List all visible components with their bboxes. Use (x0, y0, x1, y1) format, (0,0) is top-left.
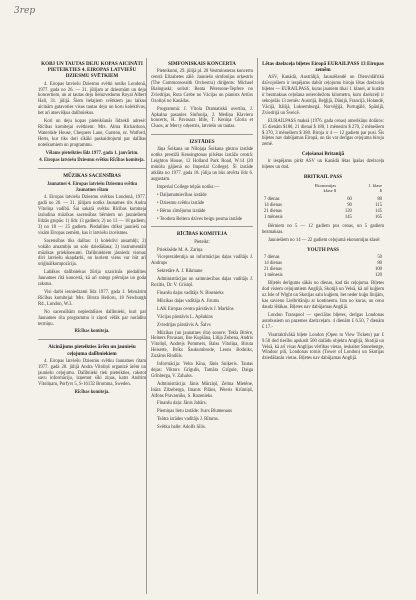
paragraph: Svētku balle: Adolfs Silis. (157, 425, 206, 431)
britrail-pass-heading: BRITRAIL PASS (303, 174, 343, 181)
britain-travel-heading: Ceļošanai Britanijā (301, 151, 345, 158)
table-cell: 90 (347, 203, 352, 209)
youth-pass-price-table (262, 255, 384, 279)
paragraph: Biļetēs derīgums sākās no dienas, kad tās ceļojuma. Biļetes dod visiem ceļojumiem Anglijā, Skotijā un Velsā, kā arī kuģiem uz Isle of Wight un Skotijas salu kuģiem, bet neder kuģu līnijām, kas savieno Lielbritāniju ar kontinentu. Iztu no kuras, un cenu daudz lētākas. Biļetes nav dabūjamas Anglijā. (262, 281, 384, 311)
paragraph: 4. Eiropas latviešu Dziesmu svētkos Londonā, 1977. gadā no 26. — 31. jūlijam notiks Jaunatnes rīts Andra Vītoliņa vadībā. Šai sakarā svētku Rīcības komiteja izsludina mūzikas sacensības bērniem un jauniešiem līdzās grupās: 1) līdz 13 gadiem; 2) no 13 — 18 gadiem; 3) no 18 — 25 gadiem. Piedalīties drīkst jaunieši no visām Eiropas zemēm, kas ir latviešu izcelsmes. (38, 195, 146, 236)
paragraph: Teātra izrādes vadītājs J. Rītums. (157, 417, 219, 423)
paragraph: EURAILPASS maksā (1976. gada cenas) amerikāņu dolāros: 15 dienām $180, 21 dienai $ 180, 1 mēnesim $ 270, 2 mēnešiem $ 370, 3 mēnešiem $ 380. Biroja ir 4 — 12 gadiem par pusi. Šīs biļetes nav dabūjamas Eiropā, un tās var derīgas ceļojuma biroju zemē. (262, 118, 384, 148)
table-header-cell: 1. klase (368, 182, 382, 188)
list-item: • Daiļamatniecības izstāde (157, 192, 207, 198)
column-middle (146, 58, 258, 594)
paragraph: Zviedrijas pārstāvis A. Šalvs (157, 322, 211, 328)
paragraph: LAK Eiropas centra pārstāvis J. Markīns (157, 306, 234, 312)
music-competition-heading: MŪZIKAS SACENSĪBAS (63, 173, 121, 180)
paragraph: Vācijas pārstāvis L. Apšukins (157, 314, 213, 320)
paragraph: Mūzikas (un jaunatnes rīta) sonore: Tekla Birēre, Heiners Pavasars, Ilse Kupšāna, Lilija Zobena, Andris Vītoliņš, Andrejs Pommers, Balss Vītoliņa, Biruta Heiserte, Brīks Šaukumbrode, Leons Bodniks, Zuzāms Rindūls. (151, 330, 253, 360)
paragraph: ir iespējams pirkt ASV un Kanādā lētas īpašas dzelzceļa biļetes un dod. (262, 159, 384, 171)
table-cell: 145 (344, 215, 352, 221)
signature: 4. Eiropas latviešu Dziesmu svētku Rīcības komiteja. (39, 158, 145, 164)
paragraph: Finanšu daļa: Jānis Jabārs. (157, 401, 207, 407)
paragraph: Imperial College telpās notiks:— (157, 184, 220, 190)
table-cell: 21 dienas (264, 266, 282, 272)
choir-dance-call-body (38, 82, 146, 157)
paragraph: Labākos dalībniekus žūrija uzaicinās piedalīties Jaunatnes rītā koncertā, kā arī sniegs prēmijas un goda rakstus. (38, 270, 146, 288)
table-cell: 14 dienas (264, 203, 282, 209)
table-row (262, 215, 384, 221)
paragraph: Administrācija: Jānis Mūrziņš, Zelma Mietēne, Ināra Zilzeberga, Imants Pilāns, Pēteris Krūmiņš, Alfons Pravasnīks, S. Rozenieks. (151, 381, 253, 399)
committee-members (151, 248, 253, 432)
exhibition-list (151, 193, 253, 223)
handwritten-corner-note: 3rep (14, 6, 36, 16)
divider (151, 226, 253, 227)
paragraph: Administrācijas un saimniecības daļas vadītājs J. Rozītis, Dr. V. Grīsiņš. (151, 277, 253, 289)
britrail-price-table-header (262, 183, 384, 195)
paragraph: No sacensībām nepiedalīsies dalībnieki, kuri par Jaunatnes rīta programmu ir ziņoti vēlāk par norādīto termiņu. (38, 309, 146, 327)
choir-dance-call-heading: KOBJ UN TAUTAS DEJU KOPAS AICINĀTI PIETEIKTIES 4. EIROPAS LATVIEŠU DZIESMU SVĒTKIEM (41, 61, 143, 80)
table-cell: 14 dienas (264, 260, 282, 266)
signature: Rīcības komiteja. (74, 390, 110, 396)
table-cell: 165 (374, 215, 382, 221)
table-cell: 120 (344, 209, 352, 215)
column-left (38, 58, 146, 594)
paragraph: Pieteikumi, 29. jūlijā pl. 20 Vestminsteras koncertu centrā Elizabetes zālē. Jauniešu simfonijas orķestris (The Commonwealth Orchestra) diriģents: Michael Bialoguski; solisti: Beata Pētersone-Tepfere no Zviedrijas, Rota Grebe no Vācijas un pianists Artūrs Ozoliņš no Kanādas. (151, 69, 253, 104)
paragraph: Finanšu daļas vadītājs N. Bisenieks (157, 290, 224, 296)
list-item: • Bērnu zīmējumu izstāde (157, 208, 206, 214)
paragraph: Sacensības tiks dalītas: 1) kolektīvi ansambļi; 2) vokālo ansambļu un solo dziedāšana; 3) instrumentāli mūzikas priekšnesumi. Dalībniekiem jāsniedz vismaz divi latviešu skaņdarbi, no kuriem viens var būt arī oriģinālkompozīcija. (38, 238, 146, 268)
paragraph: Visi darbi iesniedzami līdz 1977. gada 1. februārim Rīcības komitejai: Mrs. Biruta Heiloru, 18 Newburgh Rd., London, W.3. (38, 290, 146, 307)
music-competition-body (38, 195, 146, 327)
symphony-concert-heading: SIMFONISKAIS KONCERTA (168, 61, 236, 67)
music-competition-subheading: Jaunatnei 4. Eiropas latviešu Dziesmu svētku Jaunatnes rītam (46, 181, 138, 193)
paragraph: Priekšsēde M. A. Zariņa (157, 247, 203, 253)
table-cell: 80 (377, 260, 382, 266)
signature: Rīcības komiteja. (74, 329, 110, 335)
paragraph: Kori un deju kopas pieteikšanās līdzekli adresē: Rīcības komitejai svētkiem: Mrs. Alma Richardson, Waterdale House, Chequers Lane, Garston, nr. Watford, Herts, kur tiks doti sīkāki paskaidrojumi par dalības noteikumiem un programmu. (38, 119, 146, 148)
table-header-cell: klase $ (323, 188, 337, 194)
table-row (262, 273, 384, 279)
paragraph: Jāņa Šoikana un Niloļaja Šoikana gleznu izstāde notiks prestižā Kensingtonas pilsētas izstāžu centrā: Leighton House, 12 Holland Park Road, W.14 (20 minūšu gājienā no Imperial College). Šī izstāde atklāta no 1977. gada 18. jūlija un būs atvērta līdz 6. augustam. (151, 147, 253, 182)
table-cell: 80 (377, 197, 382, 203)
table-cell: 7 dienas (264, 254, 280, 260)
paragraph: Mūzikas daļas vadītāja A. Jirums (157, 298, 220, 304)
table-cell: 7 dienas (264, 197, 280, 203)
committee-heading: RĪCĪBAS KOMITEJA (176, 231, 228, 238)
divider (38, 168, 146, 169)
paragraph: Sekretāre A. J. Rikmane (157, 269, 203, 275)
paragraph: London Transpool — speciālas biļetes, derīgas Londonas autobusiem un pazemes dzelzceļam. 4 dienām £ 6.50, 7 dienām £ 17.- (262, 313, 384, 330)
list-item: • Dziesmu svētku izstāde (157, 200, 205, 206)
britrail-price-table (262, 197, 384, 221)
table-header-cell: $ (379, 188, 382, 194)
table-header-cell: Ekonomijas (314, 182, 337, 188)
table-header-cell (262, 188, 272, 194)
exhibitions-heading: IZSTĀDES (189, 139, 215, 146)
paragraph: Programmā: J. Vītola Dramatiskā uvertīra, J. Apkalna pasaules Sinfonija, J. Mediņa Klavieru koncerts, H. Pavasara Idile, T. Kenīņa Gloria et Chaos, ar Mercy orķestris, latviešu un tautas. (151, 106, 253, 130)
youth-pass-heading: YOUTH PASS (306, 246, 340, 253)
divider (151, 134, 253, 135)
paragraph: Vēlams pieteikties līdz 1977. gada 1. janvārim. (45, 150, 139, 156)
committee-lead: Pieteikt: (194, 239, 210, 245)
table-cell: 21 dienas (264, 209, 282, 215)
column-right (260, 58, 384, 594)
table-cell: 115 (375, 203, 382, 209)
paragraph: ASV, Kanādā, Austrālijā, Jaunzēlandē un Dienvidāfrikā dzīvojošiem ir iespējams dabūt ceļojumu biroju lētas dzelzceļa biļetes — EURAILPASS, kuras jauniem tikai 1. klasei, ar kurām ir bezmaksas ceļošana neierobežotu kilometru, kuru dzelzceļi ir sekojošās 13 zemēs: Austrijā, Beļģijā, Dānijā, Francijā, Holandē, Vācijā, Itālijā, Luksemburgā, Norvēģijā, Portugālē, Spānijā, Zviedrijā un Šveicē. (262, 75, 384, 116)
paragraph: Viceprezidentija un informācijas daļas vadītājs J. Andrups (151, 255, 253, 267)
paragraph: Bērniem no 5 — 12 gadiem pus cenas, un 5 gadiem bezmaksas. (262, 223, 384, 235)
table-cell: 60 (347, 197, 352, 203)
table-cell: 1 mēnesis (264, 272, 283, 278)
trip-invitation-heading: Aicinājums pieteikties ārēm un jauniešu ceļojuma dalībniekiem (48, 344, 136, 357)
table-cell: 145 (374, 209, 382, 215)
table-cell: 100 (374, 266, 382, 272)
paragraph: 4. Eiropas latviešu Dziesmu svētku Jaunatnes rītam 1977. gadā 28. jūlijā Andra Vītoliņš organizē ārēm un jauniešu ceļojumu. Dalībnieki tiek pieteikties, rakstot savu informāciju, izņemot sīki ziņas, katrs Andrim Vītoliņam, Porfyrs 5, S-16132 Bromma, Sweden. (38, 358, 146, 388)
paragraph: Informācija: Velta Kīna, Jānis Sniķeris. Tautas dejas: Viktors Grīgulis, Tamāra Grīgule, Daiga Grīnberga, V. Zahalss. (151, 362, 253, 379)
paragraph: 4. Eiropas latviešu Dziesmu svētki notiks Londonā, 1977. gada no 26. — 31. jūlijam ar dziesmām un deju koncertiem, un ar tautas deju lieluzvedumu Royal Albert Hall, 31. jūlijā. Šiem lielajiem svētkiem jau laikus aicinām gatavoties visus tautas deju un koru kolektīvus, bet arī atsevišķus dalībniekus. (38, 81, 146, 117)
paragraph: Piemiņas lietu izstāde: Ivars Blumenaus (157, 409, 232, 415)
paragraph: Visatraktīvākā biļete London (Open to View Tickets) par £ 9.50 dod tiesību apskatīt 500 dažādu objektu Anglijā, Skotijā un Velsā, kā arī visas Anglijas vērtības vietas, ieskaitot Stonehenge, Windsor pili, Londonas tornis (Tower of London) un Skotijas dziedāšanās vietas. Biļetes nav dabūjamas Anglijā. (262, 332, 384, 362)
eurailpass-heading: Lētas dzelzceļa biļetes Eiropā EURAILPASS 13 Eiropas zemēm (262, 61, 384, 74)
paragraph: Jauniešiem no 14 — 22 gadiem ceļojumā ekonomijas klasē: (268, 237, 381, 243)
divider (38, 339, 146, 340)
list-item: • Teodora Reitera dzīves beigu posma izstāde (157, 216, 243, 222)
table-cell: 1 mēnesis (264, 215, 283, 221)
table-cell: 120 (374, 272, 382, 278)
table-cell: 50 (377, 254, 382, 260)
